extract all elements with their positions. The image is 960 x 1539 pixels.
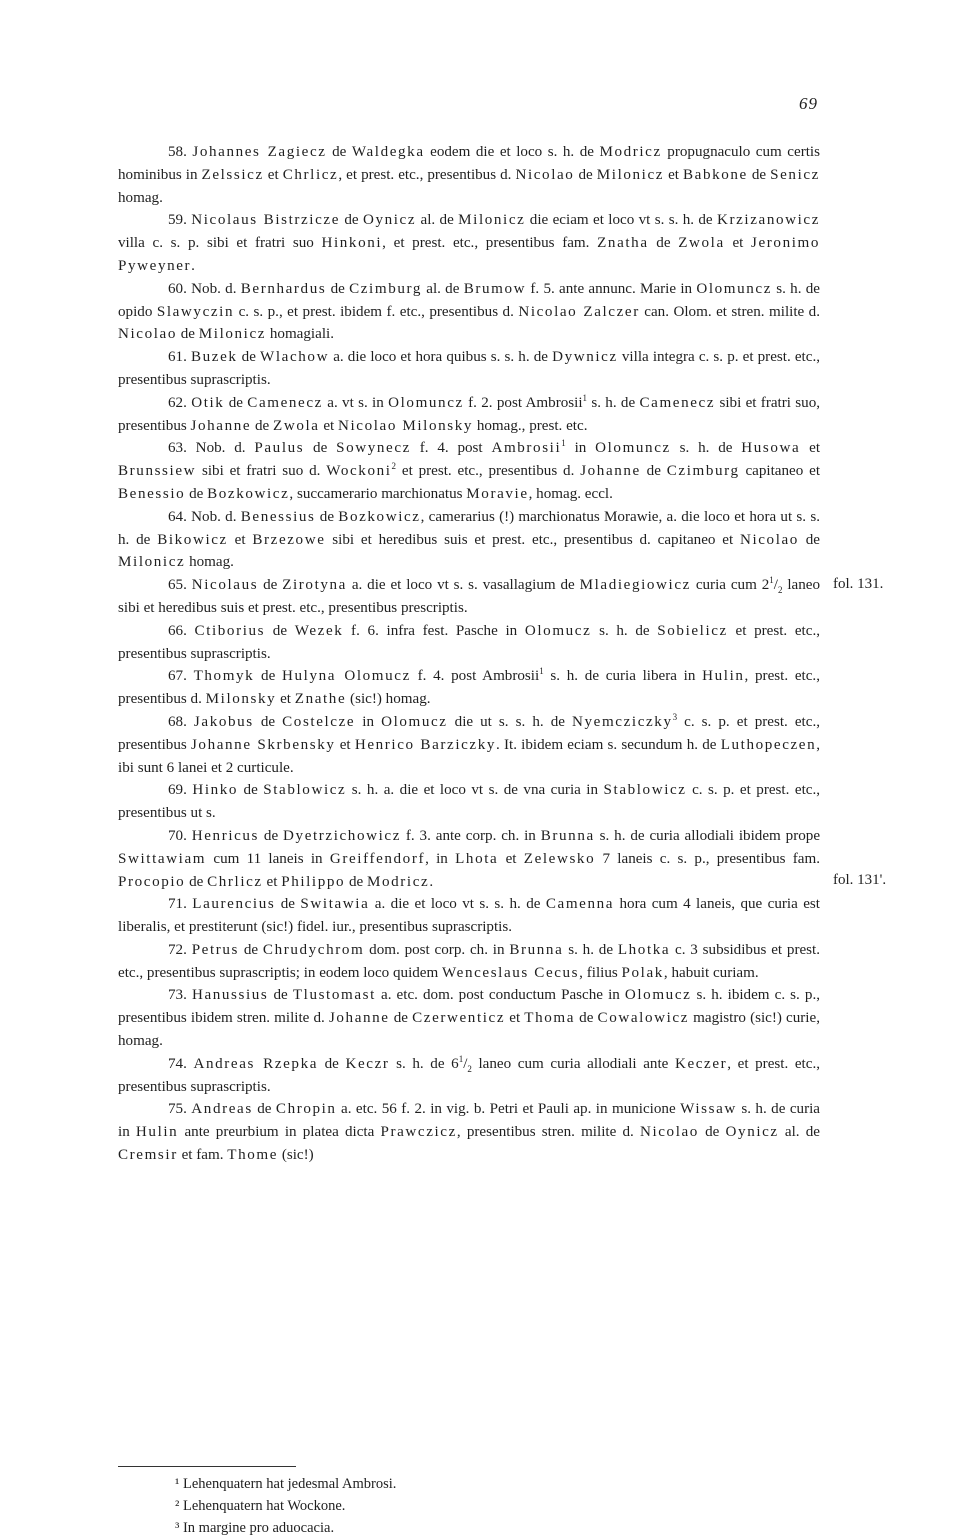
spaced-name: Bikowicz bbox=[157, 531, 228, 548]
entry-text: 67. bbox=[168, 668, 194, 685]
entry-text: et fam. bbox=[177, 1147, 228, 1164]
spaced-name: Olomucz bbox=[381, 713, 448, 730]
footnote-2: ² Lehenquatern hat Wockone. bbox=[175, 1498, 346, 1514]
spaced-name: Prawczicz bbox=[380, 1124, 457, 1141]
entry-text: villa integra c. s. p. et prest. etc., presentibus suprascriptis. bbox=[118, 349, 820, 388]
spaced-name: Slawyczin bbox=[156, 303, 235, 320]
spaced-name: Babkone bbox=[682, 166, 748, 183]
footnotes bbox=[175, 1473, 396, 1539]
spaced-name: Brzezowe bbox=[252, 531, 326, 548]
entry-text: in bbox=[355, 713, 382, 730]
entry-text: a. vt s. in bbox=[322, 394, 389, 411]
entry-text: s. h. de bbox=[563, 941, 618, 958]
spaced-name: Thoma bbox=[524, 1010, 576, 1027]
entry-68 bbox=[118, 711, 820, 779]
spaced-name: Procopio bbox=[118, 873, 186, 890]
entry-text: a. etc. 56 f. 2. in vig. b. Petri et Pauli ap. in municione bbox=[336, 1101, 681, 1118]
entry-text: homag. bbox=[118, 189, 163, 206]
footnote-ref: 1 bbox=[561, 438, 566, 449]
entry-text: laneo sibi et heredibus suis et prest. etc., presentibus prescriptis. bbox=[118, 577, 821, 616]
spaced-name: Petrus bbox=[191, 941, 240, 958]
entry-text: curia cum 2 bbox=[690, 577, 770, 594]
entry-text: f. 6. infra fest. Pasche in bbox=[343, 622, 525, 639]
spaced-name: Hanussius bbox=[191, 987, 269, 1004]
entry-text: de bbox=[326, 144, 352, 160]
entry-text: 69. bbox=[168, 782, 193, 799]
entry-text: f. 3. ante corp. ch. in bbox=[401, 827, 541, 844]
entry-text: de bbox=[259, 827, 284, 844]
entry-text: de bbox=[251, 417, 273, 434]
entry-text: 68. bbox=[168, 713, 194, 730]
entry-text: et bbox=[800, 440, 821, 457]
spaced-name: Czerwenticz bbox=[412, 1010, 506, 1027]
spaced-name: Greiffendorf bbox=[329, 850, 426, 867]
entry-text: de bbox=[340, 212, 363, 229]
entry-text: 66. bbox=[168, 622, 195, 639]
spaced-name: Zirotyna bbox=[282, 577, 347, 594]
entry-text: hora cum 4 laneis, que curia est liberalis, et prestiterunt (sic!) fidel. iur., presentibus suprascriptis. bbox=[118, 896, 820, 936]
entry-text: 65. bbox=[168, 577, 192, 594]
spaced-name: Nicolao bbox=[639, 1124, 699, 1141]
entry-text: 63. Nob. d. bbox=[168, 440, 255, 457]
footnote-ref: 1 bbox=[539, 666, 544, 677]
spaced-name: Johanne bbox=[328, 1010, 390, 1027]
entry-text: f. 4. post Ambrosii bbox=[410, 668, 540, 685]
entry-text: s. h. de curia libera in bbox=[543, 668, 703, 685]
spaced-name: Milonicz bbox=[596, 166, 665, 183]
spaced-name: Brunna bbox=[509, 941, 564, 958]
entry-text: et bbox=[262, 873, 282, 890]
spaced-name: Wenceslaus Cecus bbox=[442, 964, 580, 981]
footnote-3: ³ In margine pro aduocacia. bbox=[175, 1520, 335, 1536]
spaced-name: Johanne Skrbensky bbox=[190, 736, 336, 753]
entry-text: de bbox=[326, 280, 350, 297]
fraction-denominator: 2 bbox=[467, 1063, 472, 1074]
entry-text: 74. bbox=[168, 1055, 194, 1072]
entry-text: al. de bbox=[422, 280, 464, 297]
entry-text: s. h. de bbox=[670, 440, 742, 457]
spaced-name: Nyemcziczky bbox=[572, 713, 673, 730]
spaced-name: Nicolao Milonsky bbox=[338, 417, 474, 434]
entry-text: 58. bbox=[168, 144, 193, 160]
entry-61 bbox=[118, 346, 820, 392]
spaced-name: Czimburg bbox=[666, 463, 740, 480]
page-number: 69 bbox=[799, 94, 818, 113]
spaced-name: Olomucz bbox=[524, 622, 592, 639]
entry-69 bbox=[118, 779, 820, 825]
spaced-name: Hulin bbox=[135, 1124, 179, 1141]
spaced-name: Hulin bbox=[702, 668, 745, 685]
spaced-name: Paulus bbox=[254, 440, 305, 457]
spaced-name: Jakobus bbox=[193, 713, 254, 730]
entry-text: 73. bbox=[168, 987, 192, 1004]
spaced-name: Waldegka bbox=[351, 144, 425, 160]
footnote-rule bbox=[118, 1466, 296, 1467]
spaced-name: Olomucz bbox=[624, 987, 692, 1004]
entry-text: c. s. p. et prest. etc., presentibus bbox=[118, 713, 820, 753]
spaced-name: Keczer bbox=[674, 1055, 728, 1072]
entry-text: , filius bbox=[579, 964, 622, 981]
entry-text: de bbox=[237, 349, 261, 366]
marginal-note-fol-131-verso: fol. 131'. bbox=[833, 872, 887, 888]
spaced-name: Husowa bbox=[741, 440, 801, 457]
entry-text: can. Olom. et stren. milite d. bbox=[639, 303, 821, 320]
spaced-name: Camenecz bbox=[639, 394, 716, 411]
entry-text: et bbox=[664, 166, 683, 183]
entry-text: , presentibus stren. milite d. bbox=[456, 1124, 640, 1141]
spaced-name: Milonicz bbox=[118, 554, 186, 571]
entry-73 bbox=[118, 984, 820, 1052]
entry-text: de bbox=[648, 235, 679, 252]
entry-text: s. h. ibidem c. s. p., presentibus ibidem stren. milite d. bbox=[118, 987, 821, 1027]
entry-text: s. h. a. die et loco vt s. de vna curia in bbox=[346, 782, 604, 799]
entry-text: de bbox=[258, 577, 283, 594]
entry-text: . bbox=[429, 873, 434, 890]
entry-text: . bbox=[191, 257, 195, 274]
spaced-name: Benessio bbox=[118, 485, 186, 502]
entry-text: 71. bbox=[168, 896, 193, 913]
spaced-name: Camenecz bbox=[247, 394, 323, 411]
entry-71 bbox=[118, 893, 820, 939]
entry-text: de bbox=[798, 531, 820, 548]
entry-text: a. die et loco vt s. s. h. de bbox=[369, 896, 546, 913]
footnote-ref: 3 bbox=[672, 711, 678, 722]
entry-text: die ut s. s. h. de bbox=[447, 713, 573, 730]
spaced-name: Dyetrzichowicz bbox=[283, 827, 401, 844]
entry-text: . It. ibidem eciam s. secundum h. de bbox=[496, 736, 721, 753]
spaced-name: Zwola bbox=[678, 235, 725, 252]
spaced-name: Johanne bbox=[580, 463, 641, 480]
entry-text: , et prest. etc., presentibus suprascriptis. bbox=[118, 1055, 820, 1095]
entry-67 bbox=[118, 665, 820, 711]
entry-text: 72. bbox=[168, 941, 192, 958]
spaced-name: Nicolao bbox=[515, 166, 575, 183]
entry-text: de bbox=[747, 166, 771, 183]
entry-text: homag., prest. etc. bbox=[473, 417, 588, 434]
spaced-name: Nicolaus Bistrzicze bbox=[191, 212, 340, 229]
spaced-name: Oynicz bbox=[362, 212, 417, 229]
entry-text: sibi et fratri suo d. bbox=[196, 463, 327, 480]
entry-text: sibi et fratri suo, presentibus bbox=[118, 394, 821, 434]
entry-text: de bbox=[640, 463, 667, 480]
spaced-name: Buzek bbox=[190, 349, 238, 366]
entry-text: de bbox=[265, 622, 295, 639]
entry-75 bbox=[118, 1098, 820, 1166]
entry-text: 61. bbox=[168, 349, 191, 366]
entry-62 bbox=[118, 392, 820, 438]
entry-text: , et prest. etc., presentibus d. bbox=[338, 166, 516, 183]
body-text bbox=[118, 141, 820, 1167]
spaced-name: Keczr bbox=[345, 1055, 390, 1072]
entry-text: de bbox=[238, 782, 264, 799]
spaced-name: Lhotka bbox=[617, 941, 671, 958]
entry-text: ante preurbium in platea dicta bbox=[178, 1124, 381, 1141]
entry-text: capitaneo et bbox=[739, 463, 821, 480]
spaced-name: Hulyna Olomucz bbox=[282, 668, 411, 685]
entry-text: (sic!) bbox=[278, 1147, 314, 1164]
entry-text: et prest. etc., presentibus d. bbox=[396, 463, 581, 480]
entry-63 bbox=[118, 437, 820, 505]
entry-text: s. h. de bbox=[591, 622, 658, 639]
spaced-name: Stablowicz bbox=[263, 782, 347, 799]
entry-text: cum 11 laneis in bbox=[206, 850, 330, 867]
spaced-name: Wlachow bbox=[260, 349, 330, 366]
entry-text: a. die loco et hora quibus s. s. h. de bbox=[329, 349, 553, 366]
spaced-name: Otik bbox=[191, 394, 225, 411]
entry-text: , camerarius (!) marchionatus Morawie, a. die loco et hora ut s. s. h. de bbox=[118, 508, 820, 548]
spaced-name: Modricz bbox=[366, 873, 430, 890]
spaced-name: Sowynecz bbox=[336, 440, 411, 457]
entry-text: , succamerario marchionatus bbox=[289, 485, 467, 502]
spaced-name: Czimburg bbox=[349, 280, 422, 297]
spaced-name: Jeronimo Pyweyner bbox=[118, 235, 821, 274]
spaced-name: Chrlicz bbox=[282, 166, 339, 183]
entry-65 bbox=[118, 574, 820, 620]
entry-text: 62. bbox=[168, 394, 192, 411]
spaced-name: Senicz bbox=[770, 166, 820, 183]
entry-70 bbox=[118, 825, 820, 893]
spaced-name: Sobielicz bbox=[657, 622, 728, 639]
fraction-denominator: 2 bbox=[777, 585, 783, 596]
spaced-name: Brunssiew bbox=[118, 463, 197, 480]
entry-text: , homag. eccl. bbox=[528, 485, 613, 502]
entry-text: et bbox=[505, 1010, 525, 1027]
entry-text: homagiali. bbox=[266, 326, 334, 343]
spaced-name: Znathe bbox=[294, 691, 347, 708]
entry-text: c. 3 subsidibus et prest. etc., presentibus suprascriptis; in eodem loco quidem bbox=[118, 941, 821, 981]
entry-58 bbox=[118, 141, 820, 209]
entry-text: s. h. de curia in bbox=[118, 1101, 820, 1141]
entry-72 bbox=[118, 939, 820, 985]
spaced-name: Chrudychrom bbox=[262, 941, 365, 958]
entry-text: die eciam et loco vt s. s. h. de bbox=[525, 212, 717, 229]
entry-text: s. h. de bbox=[587, 394, 640, 411]
entry-text: et bbox=[276, 691, 295, 708]
spaced-name: Oynicz bbox=[725, 1124, 779, 1141]
entry-60 bbox=[118, 278, 820, 346]
spaced-name: Philippo bbox=[281, 873, 346, 890]
entry-text: , ibi sunt 6 lanei et 2 curticule. bbox=[118, 736, 821, 776]
entry-text: homag. bbox=[185, 554, 234, 571]
entry-text: de bbox=[318, 1055, 346, 1072]
entry-text: a. die et loco vt s. s. vasallagium de bbox=[346, 577, 580, 594]
spaced-name: Camenna bbox=[545, 896, 615, 913]
footnote-ref: 1 bbox=[769, 575, 774, 586]
spaced-name: Hinkoni bbox=[321, 235, 383, 252]
entry-text: et bbox=[263, 166, 283, 183]
entry-text: dom. post corp. ch. in bbox=[364, 941, 510, 958]
footnote-ref: 2 bbox=[391, 461, 397, 472]
entry-text: de bbox=[698, 1124, 726, 1141]
entry-text: f. 5. ante annunc. Marie in bbox=[526, 280, 697, 297]
entry-text: , prest. etc., presentibus d. bbox=[118, 668, 820, 708]
entry-text: 64. Nob. d. bbox=[168, 508, 241, 525]
spaced-name: Wissaw bbox=[680, 1101, 737, 1118]
spaced-name: Laurencius bbox=[192, 896, 276, 913]
entry-text: 75. bbox=[168, 1101, 192, 1118]
entry-text: de bbox=[253, 713, 283, 730]
entry-text: al. de bbox=[416, 212, 459, 229]
entry-text: propugnaculo cum certis hominibus in bbox=[118, 144, 820, 183]
entry-text: laneo cum curia allodiali ante bbox=[471, 1055, 675, 1072]
spaced-name: Johanne bbox=[190, 417, 252, 434]
entry-text: de bbox=[185, 873, 208, 890]
spaced-name: Olomuncz bbox=[696, 280, 773, 297]
spaced-name: Bozkowicz bbox=[207, 485, 290, 502]
spaced-name: Zelssicz bbox=[201, 166, 264, 183]
spaced-name: Hinko bbox=[192, 782, 239, 799]
entry-text: s. h. de curia allodiali ibidem prope bbox=[594, 827, 821, 844]
spaced-name: Andreas Rzepka bbox=[193, 1055, 319, 1072]
entry-text: de bbox=[315, 508, 339, 525]
spaced-name: Chrlicz bbox=[207, 873, 263, 890]
spaced-name: Modricz bbox=[599, 144, 662, 160]
entry-text: sibi et heredibus suis et prest. etc., presentibus d. capitaneo et bbox=[325, 531, 740, 548]
entry-text: f. 4. post bbox=[410, 440, 492, 457]
footnote-ref: 1 bbox=[458, 1053, 464, 1064]
spaced-name: Brumow bbox=[463, 280, 527, 297]
spaced-name: Henrico Barziczky bbox=[354, 736, 497, 753]
spaced-name: Johannes Zagiecz bbox=[192, 144, 327, 160]
spaced-name: Nicolao bbox=[739, 531, 799, 548]
spaced-name: Switawia bbox=[300, 896, 370, 913]
entry-text: de bbox=[252, 1101, 276, 1118]
spaced-name: Ctiborius bbox=[194, 622, 266, 639]
spaced-name: Milonicz bbox=[458, 212, 526, 229]
entry-text: / bbox=[773, 577, 778, 594]
spaced-name: Bozkowicz bbox=[338, 508, 421, 525]
entry-text: 59. bbox=[168, 212, 192, 229]
entry-text: , et prest. etc., presentibus fam. bbox=[382, 235, 598, 252]
spaced-name: Lhota bbox=[455, 850, 499, 867]
spaced-name: Dywnicz bbox=[552, 349, 618, 366]
spaced-name: Swittawiam bbox=[118, 850, 207, 867]
spaced-name: Costelcze bbox=[282, 713, 356, 730]
footnote-1: ¹ Lehenquatern hat jedesmal Ambrosi. bbox=[175, 1476, 397, 1492]
spaced-name: Zelewsko bbox=[523, 850, 596, 867]
spaced-name: Cremsir bbox=[118, 1147, 178, 1164]
spaced-name: Moravie bbox=[466, 485, 529, 502]
entry-text: f. 2. post Ambrosii bbox=[463, 394, 583, 411]
entry-64 bbox=[118, 506, 820, 574]
entry-text: 60. Nob. d. bbox=[168, 280, 241, 297]
entry-text: in bbox=[565, 440, 596, 457]
spaced-name: Wockoni bbox=[326, 463, 392, 480]
entry-text: de bbox=[574, 166, 597, 183]
spaced-name: Tlustomast bbox=[292, 987, 376, 1004]
spaced-name: Zwola bbox=[273, 417, 320, 434]
spaced-name: Ambrosii bbox=[491, 440, 562, 457]
entry-text: et bbox=[335, 736, 355, 753]
spaced-name: Nicolao bbox=[118, 326, 177, 343]
spaced-name: Nicolaus bbox=[191, 577, 259, 594]
entry-text: / bbox=[463, 1055, 468, 1072]
entry-text: c. s. p. et prest. etc., presentibus ut s. bbox=[118, 782, 821, 822]
spaced-name: Andreas bbox=[191, 1101, 253, 1118]
entry-text: et bbox=[319, 417, 339, 434]
entry-text: de bbox=[304, 440, 337, 457]
entry-text: et prest. etc., presentibus suprascriptis. bbox=[118, 622, 820, 662]
entry-text: eodem die et loco s. h. de bbox=[424, 144, 600, 160]
entry-text: c. s. p., et prest. ibidem f. etc., presentibus d. bbox=[234, 303, 519, 320]
spaced-name: Cowalowicz bbox=[597, 1010, 689, 1027]
entry-text: de bbox=[345, 873, 367, 890]
entry-59 bbox=[118, 209, 820, 277]
entry-text: et bbox=[724, 235, 752, 252]
footnote-ref: 1 bbox=[582, 392, 588, 403]
entry-text: s. h. de opido bbox=[118, 280, 821, 320]
spaced-name: Brunna bbox=[540, 827, 595, 844]
spaced-name: Olomuncz bbox=[595, 440, 671, 457]
spaced-name: Nicolao Zalczer bbox=[518, 303, 640, 320]
entry-text: de bbox=[185, 485, 208, 502]
entry-text: de bbox=[575, 1010, 598, 1027]
entry-text: de bbox=[268, 987, 293, 1004]
entry-text: de bbox=[254, 668, 282, 685]
entry-text: de bbox=[224, 394, 248, 411]
entry-text: 7 laneis c. s. p., presentibus fam. bbox=[595, 850, 820, 867]
spaced-name: Milonsky bbox=[205, 691, 277, 708]
entry-text: de bbox=[389, 1010, 413, 1027]
entry-text: et bbox=[498, 850, 524, 867]
spaced-name: Chropin bbox=[275, 1101, 337, 1118]
entry-text: s. h. de 6 bbox=[389, 1055, 459, 1072]
entry-text: , in bbox=[425, 850, 456, 867]
spaced-name: Benessius bbox=[240, 508, 316, 525]
spaced-name: Milonicz bbox=[198, 326, 267, 343]
spaced-name: Bernhardus bbox=[240, 280, 327, 297]
spaced-name: Mladiegiowicz bbox=[579, 577, 691, 594]
spaced-name: Polak bbox=[621, 964, 664, 981]
spaced-name: Henricus bbox=[191, 827, 260, 844]
spaced-name: Stablowicz bbox=[603, 782, 687, 799]
marginal-note-fol-131: fol. 131. bbox=[833, 576, 884, 592]
entry-text: de bbox=[239, 941, 263, 958]
entry-text: magistro (sic!) curie, homag. bbox=[118, 1010, 820, 1050]
spaced-name: Luthopeczen bbox=[720, 736, 817, 753]
spaced-name: Olomuncz bbox=[388, 394, 464, 411]
entry-text: a. etc. dom. post conductum Pasche in bbox=[375, 987, 625, 1004]
spaced-name: Thomyk bbox=[193, 668, 255, 685]
spaced-name: Thome bbox=[227, 1147, 279, 1164]
spaced-name: Wezek bbox=[294, 622, 344, 639]
entry-text: de bbox=[176, 326, 199, 343]
entry-text: al. de bbox=[778, 1124, 820, 1141]
entry-text: (sic!) homag. bbox=[346, 691, 431, 708]
entry-text: , habuit curiam. bbox=[663, 964, 759, 981]
entry-text: et bbox=[227, 531, 253, 548]
entry-text: villa c. s. p. sibi et fratri suo bbox=[118, 235, 322, 252]
entry-text: de bbox=[275, 896, 301, 913]
spaced-name: Krzizanowicz bbox=[717, 212, 821, 229]
entry-74 bbox=[118, 1053, 820, 1099]
entry-66 bbox=[118, 620, 820, 666]
entry-text: 70. bbox=[168, 827, 192, 844]
spaced-name: Znatha bbox=[597, 235, 649, 252]
